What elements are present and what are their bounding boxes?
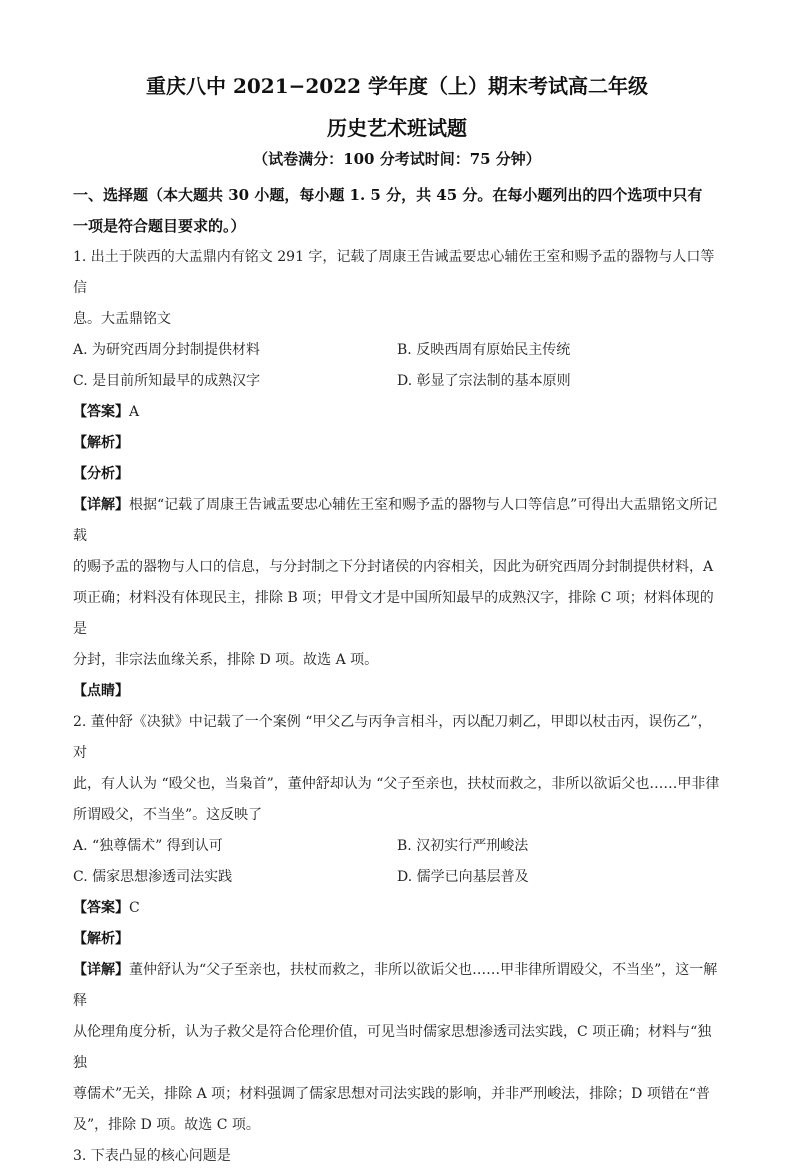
q2-stem-line3: 所谓殴父，不当坐”。这反映了 bbox=[73, 807, 263, 823]
q1-detail-line3: 项正确；材料没有体现民主，排除 B 项；甲骨文才是中国所知最早的成熟汉字，排除 C 项；材料体现的是 bbox=[73, 590, 714, 637]
exam-title: 重庆八中 2021−2022 学年度（上）期末考试高二年级 bbox=[145, 74, 648, 98]
q1-option-a: A. 为研究西周分封制提供材料 bbox=[73, 342, 261, 358]
q1-detail-text1: 根据“记载了周康王告诫盂要忠心辅佐王室和赐予盂的器物与人口等信息”可得出大盂鼎铭文所记载 bbox=[73, 497, 718, 544]
exam-subtitle: 历史艺术班试题 bbox=[327, 116, 467, 140]
q2-answer-value: C bbox=[129, 900, 140, 916]
q2-jiexi-tag: 【解析】 bbox=[73, 931, 129, 947]
q2-detail-text1: 董仲舒认为“父子至亲也，扶杖而救之，非所以欲诟父也……甲非律所谓殴父，不当坐”，这一解释 bbox=[73, 962, 718, 1009]
q2-option-b: B. 汉初实行严刑峻法 bbox=[397, 838, 529, 854]
q1-option-c: C. 是目前所知最早的成熟汉字 bbox=[73, 373, 261, 389]
q1-option-b: B. 反映西周有原始民主传统 bbox=[397, 342, 571, 358]
q3-stem-line1: 3. 下表凸显的核心问题是 bbox=[73, 1148, 231, 1164]
q2-detail-line2: 从伦理角度分析，认为子救父是符合伦理价值，可见当时儒家思想渗透司法实践，C 项正确；材料与“独独 bbox=[73, 1024, 712, 1071]
q2-stem-line1: 2. 董仲舒《决狱》中记载了一个案例 “甲父乙与丙争言相斗，丙以配刀刺乙，甲即以杖击丙，误伤乙”，对 bbox=[73, 714, 712, 761]
section-heading-line2: 一项是符合题目要求的。） bbox=[73, 217, 246, 235]
q2-stem-line2: 此，有人认为 “殴父也，当枭首”，董仲舒却认为 “父子至亲也，扶杖而救之，非所以欲诟父也……甲非律 bbox=[73, 776, 720, 792]
q2-options-row2 bbox=[73, 862, 725, 893]
q2-options-row1 bbox=[73, 831, 725, 862]
q1-detail-line2: 的赐予盂的器物与人口的信息，与分封制之下分封诸侯的内容相关，因此为研究西周分封制提供材料，A bbox=[73, 559, 714, 575]
q2-option-a: A. “独尊儒术” 得到认可 bbox=[73, 838, 223, 854]
q1-stem-line1: 1. 出土于陕西的大盂鼎内有铭文 291 字，记载了周康王告诫盂要忠心辅佐王室和赐予盂的器物与人口等信 bbox=[73, 249, 715, 296]
q1-option-d: D. 彰显了宗法制的基本原则 bbox=[397, 373, 571, 389]
q2-answer bbox=[73, 893, 725, 924]
q2-option-d: D. 儒学已向基层普及 bbox=[397, 869, 529, 885]
q1-detail-line1 bbox=[73, 490, 725, 552]
q2-detail-line3: 尊儒术”无关，排除 A 项；材料强调了儒家思想对司法实践的影响，并非严刑峻法，排除；D 项错在“普 bbox=[73, 1086, 710, 1102]
q1-options-row2 bbox=[73, 366, 725, 397]
q1-dianjing-tag: 【点睛】 bbox=[73, 683, 129, 699]
q1-detail-line4: 分封，非宗法血缘关系，排除 D 项。故选 A 项。 bbox=[73, 652, 379, 668]
q1-stem-line2: 息。大盂鼎铭文 bbox=[73, 311, 171, 327]
q1-answer bbox=[73, 397, 725, 428]
q2-detail-line4: 及”，排除 D 项。故选 C 项。 bbox=[73, 1117, 260, 1133]
q1-options-row1 bbox=[73, 335, 725, 366]
q2-answer-tag: 【答案】 bbox=[73, 900, 129, 916]
q2-detail-line1 bbox=[73, 955, 725, 1017]
q1-fenxi-tag: 【分析】 bbox=[73, 466, 129, 482]
exam-info: （试卷满分：100 分考试时间：75 分钟） bbox=[253, 150, 541, 168]
q2-detail-tag: 【详解】 bbox=[73, 962, 129, 978]
q1-detail-tag: 【详解】 bbox=[73, 497, 129, 513]
q1-answer-value: A bbox=[129, 404, 140, 420]
document-body bbox=[73, 180, 725, 1172]
q2-option-c: C. 儒家思想渗透司法实践 bbox=[73, 869, 233, 885]
section-heading-line1: 一、选择题（本大题共 30 小题，每小题 1. 5 分，共 45 分。在每小题列出的四个选项中只有 bbox=[73, 186, 703, 204]
q1-answer-tag: 【答案】 bbox=[73, 404, 129, 420]
q1-jiexi-tag: 【解析】 bbox=[73, 435, 129, 451]
